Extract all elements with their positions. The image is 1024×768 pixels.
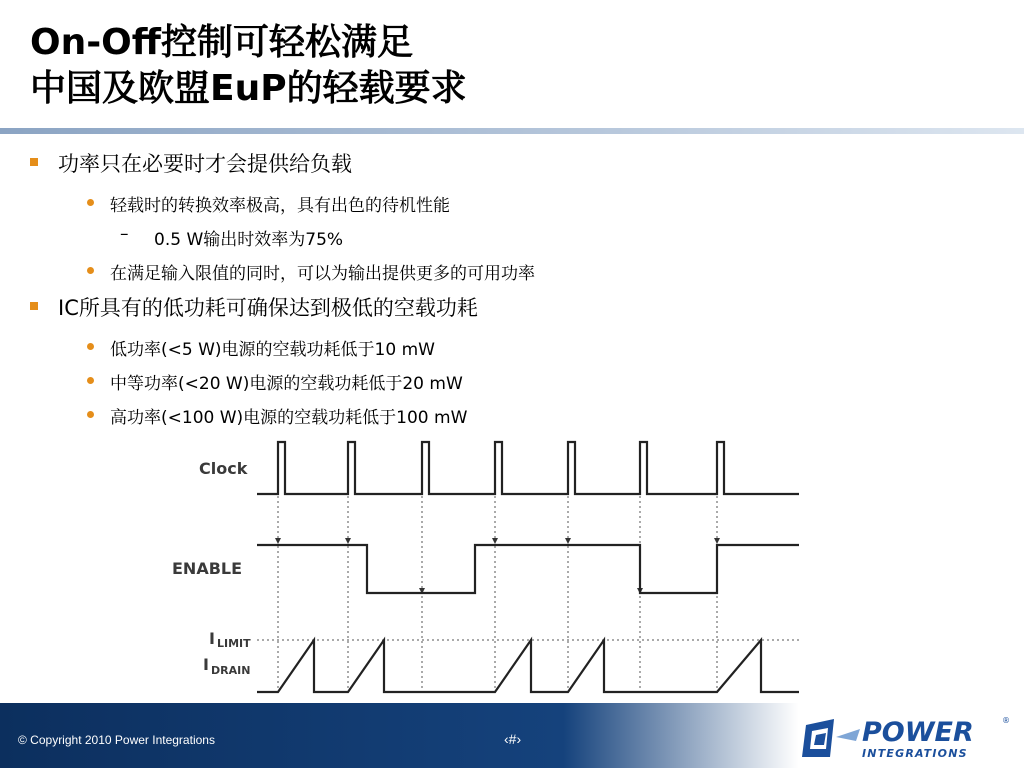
idrain-label-main: I (203, 655, 209, 674)
clock-waveform (257, 442, 799, 494)
ilimit-label-sub: LIMIT (217, 637, 251, 650)
power-integrations-logo (800, 711, 1010, 763)
enable-waveform (257, 545, 799, 593)
signal-labels (172, 459, 251, 677)
logo-word-integrations: INTEGRATIONS (862, 747, 968, 760)
slide-title-line2: 中国及欧盟EuP的轻载要求 (30, 68, 467, 109)
slide-title (30, 20, 467, 112)
dot-bullet-icon (87, 343, 94, 350)
bullet-item: 中等功率(<20 W)电源的空载功耗低于20 mW (110, 374, 463, 394)
bullet-item: 0.5 W输出时效率为75% (154, 230, 344, 250)
square-bullet-icon (30, 158, 38, 166)
dot-bullet-icon (87, 267, 94, 274)
copyright-text: © Copyright 2010 Power Integrations (18, 733, 215, 747)
clock-label: Clock (199, 459, 248, 478)
timing-diagram (165, 436, 805, 698)
footer-bar (0, 703, 1024, 768)
registered-mark: ® (1002, 716, 1010, 725)
bullet-item: 轻载时的转换效率极高，具有出色的待机性能 (110, 196, 450, 216)
bullet-item: 在满足输入限值的同时，可以为输出提供更多的可用功率 (110, 264, 535, 284)
bullet-item: 功率只在必要时才会提供给负载 (58, 152, 352, 176)
enable-label: ENABLE (172, 559, 243, 578)
bullet-item: IC所具有的低功耗可确保达到极低的空载功耗 (58, 296, 478, 320)
dot-bullet-icon (87, 411, 94, 418)
slide-title-line1: On-Off控制可轻松满足 (30, 22, 413, 63)
reference-arrows (275, 538, 720, 594)
title-divider (0, 128, 1024, 134)
logo-mark-icon (802, 719, 860, 757)
logo-word-power: POWER (862, 717, 974, 748)
ilimit-label-main: I (209, 629, 215, 648)
idrain-label-sub: DRAIN (211, 664, 251, 677)
dot-bullet-icon (87, 199, 94, 206)
square-bullet-icon (30, 302, 38, 310)
idrain-waveform (257, 640, 799, 692)
page-number: ‹#› (504, 731, 522, 747)
bullet-item: 低功率(<5 W)电源的空载功耗低于10 mW (110, 340, 435, 360)
dot-bullet-icon (87, 377, 94, 384)
bullet-item: 高功率(<100 W)电源的空载功耗低于100 mW (110, 408, 468, 428)
dash-bullet-icon: – (120, 224, 129, 244)
